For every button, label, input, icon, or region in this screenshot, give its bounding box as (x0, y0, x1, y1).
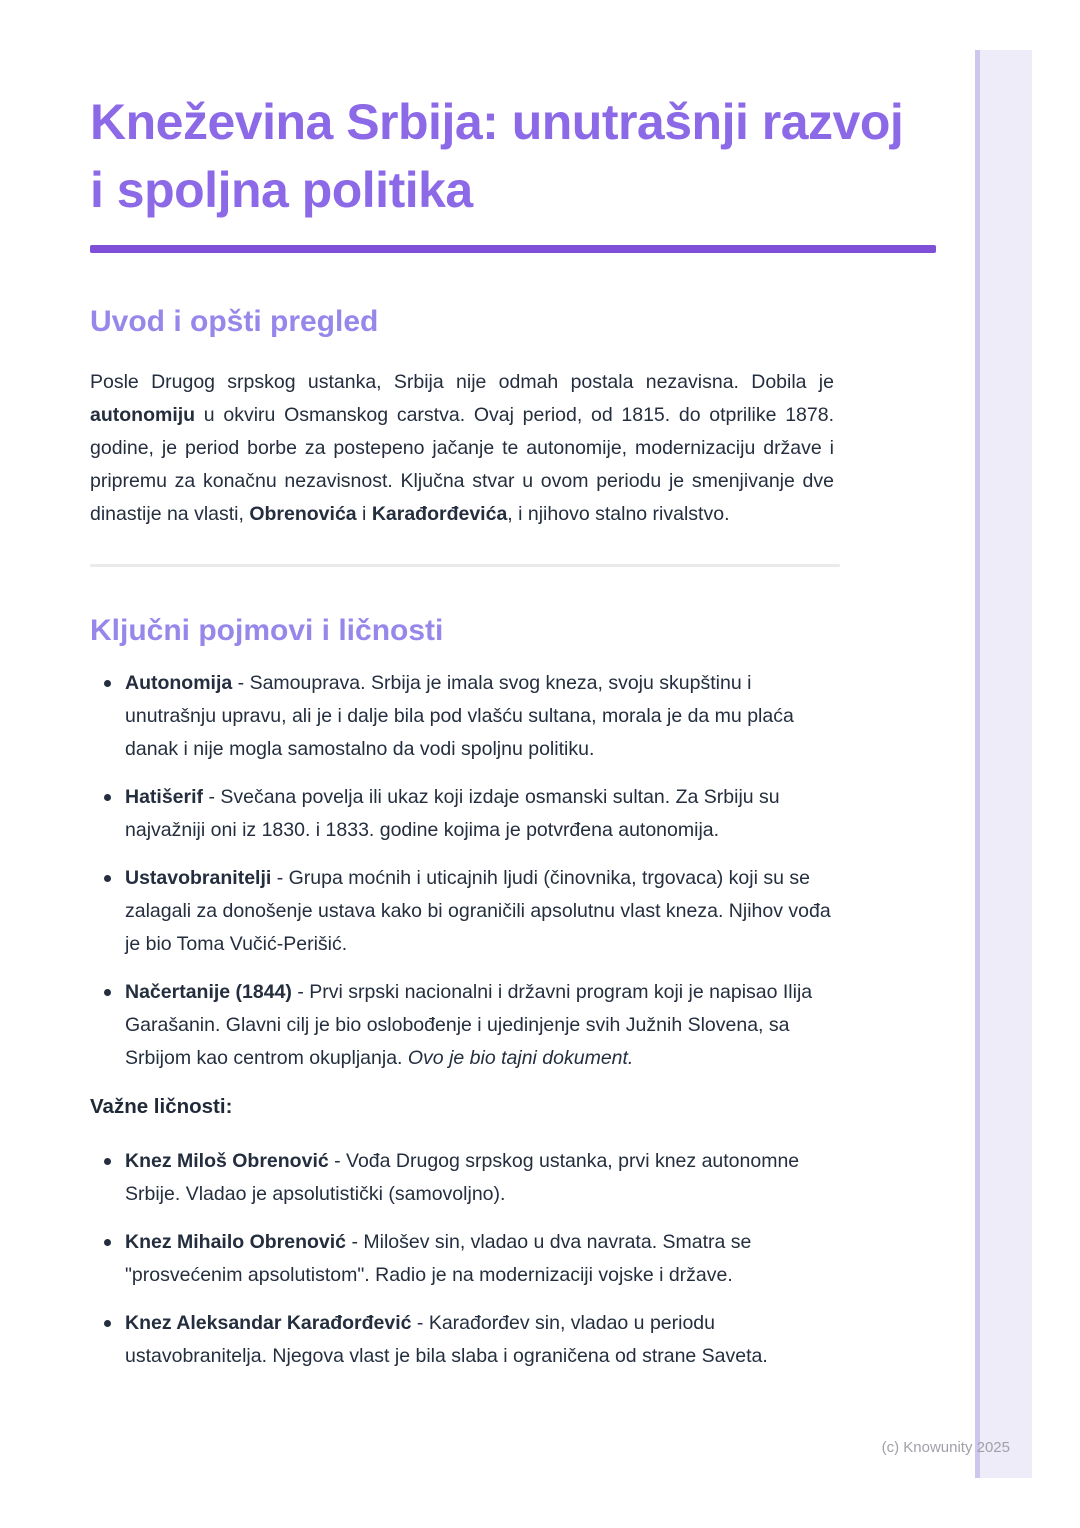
section-heading-uvod: Uvod i opšti pregled (90, 305, 379, 338)
list-item-autonomija: Autonomija - Samouprava. Srbija je imala svog kneza, svoju skupštinu i unutrašnju upravu, ali je i dalje bila pod vlašću sultana, morala je da mu plaća danak i nije mogla samostalno da vodi spoljnu politiku. (90, 667, 834, 766)
intro-paragraph: Posle Drugog srpskog ustanka, Srbija nije odmah postala nezavisna. Dobila je autonomiju u okviru Osmanskog carstva. Ovaj period, od 1815. do otprilike 1878. godine, je period borbe za postepeno jačanje te autonomije, modernizaciju države i pripremu za konačnu nezavisnost. Ključna stvar u ovom periodu je smenjivanje dve dinastije na vlasti, Obrenovića i Karađorđevića, i njihovo stalno rivalstvo. (90, 371, 834, 525)
key-terms-list (90, 667, 834, 1075)
document-content (90, 0, 936, 1388)
title-rule (90, 245, 936, 253)
list-item-knez-milos: Knez Miloš Obrenović - Vođa Drugog srpskog ustanka, prvi knez autonomne Srbije. Vladao je apsolutistički (samovoljno). (90, 1145, 834, 1211)
list-item-knez-mihailo: Knez Mihailo Obrenović - Milošev sin, vladao u dva navrata. Smatra se "prosvećenim apsolutistom". Radio je na modernizaciji vojske i države. (90, 1226, 834, 1292)
page-title: Kneževina Srbija: unutrašnji razvoj i spoljna politika (90, 94, 904, 218)
list-item-ustavobranitelji: Ustavobranitelji - Grupa moćnih i uticajnih ljudi (činovnika, trgovaca) koji su se zalagali za donošenje ustava kako bi ograničili apsolutnu vlast kneza. Njihov vođa je bio Toma Vučić-Perišić. (90, 862, 834, 961)
subheading-vazne-licnosti: Važne ličnosti: (90, 1095, 233, 1118)
page-edge-stripe (975, 50, 1032, 1478)
list-item-knez-aleksandar: Knez Aleksandar Karađorđević - Karađorđev sin, vladao u periodu ustavobranitelja. Njegova vlast je bila slaba i ograničena od strane Saveta. (90, 1307, 834, 1373)
section-divider (90, 564, 840, 567)
list-item-nacertanije: Načertanije (1844) - Prvi srpski nacionalni i državni program koji je napisao Ilija Garašanin. Glavni cilj je bio oslobođenje i ujedinjenje svih Južnih Slovena, sa Srbijom kao centrom okupljanja. Ovo je bio tajni dokument. (90, 976, 834, 1075)
section-heading-kljucni-pojmovi: Ključni pojmovi i ličnosti (90, 614, 444, 647)
people-list (90, 1145, 834, 1373)
list-item-hatiserif: Hatišerif - Svečana povelja ili ukaz koji izdaje osmanski sultan. Za Srbiju su najvažniji oni iz 1830. i 1833. godine kojima je potvrđena autonomija. (90, 781, 834, 847)
copyright-note: (c) Knowunity 2025 (881, 1439, 1010, 1456)
